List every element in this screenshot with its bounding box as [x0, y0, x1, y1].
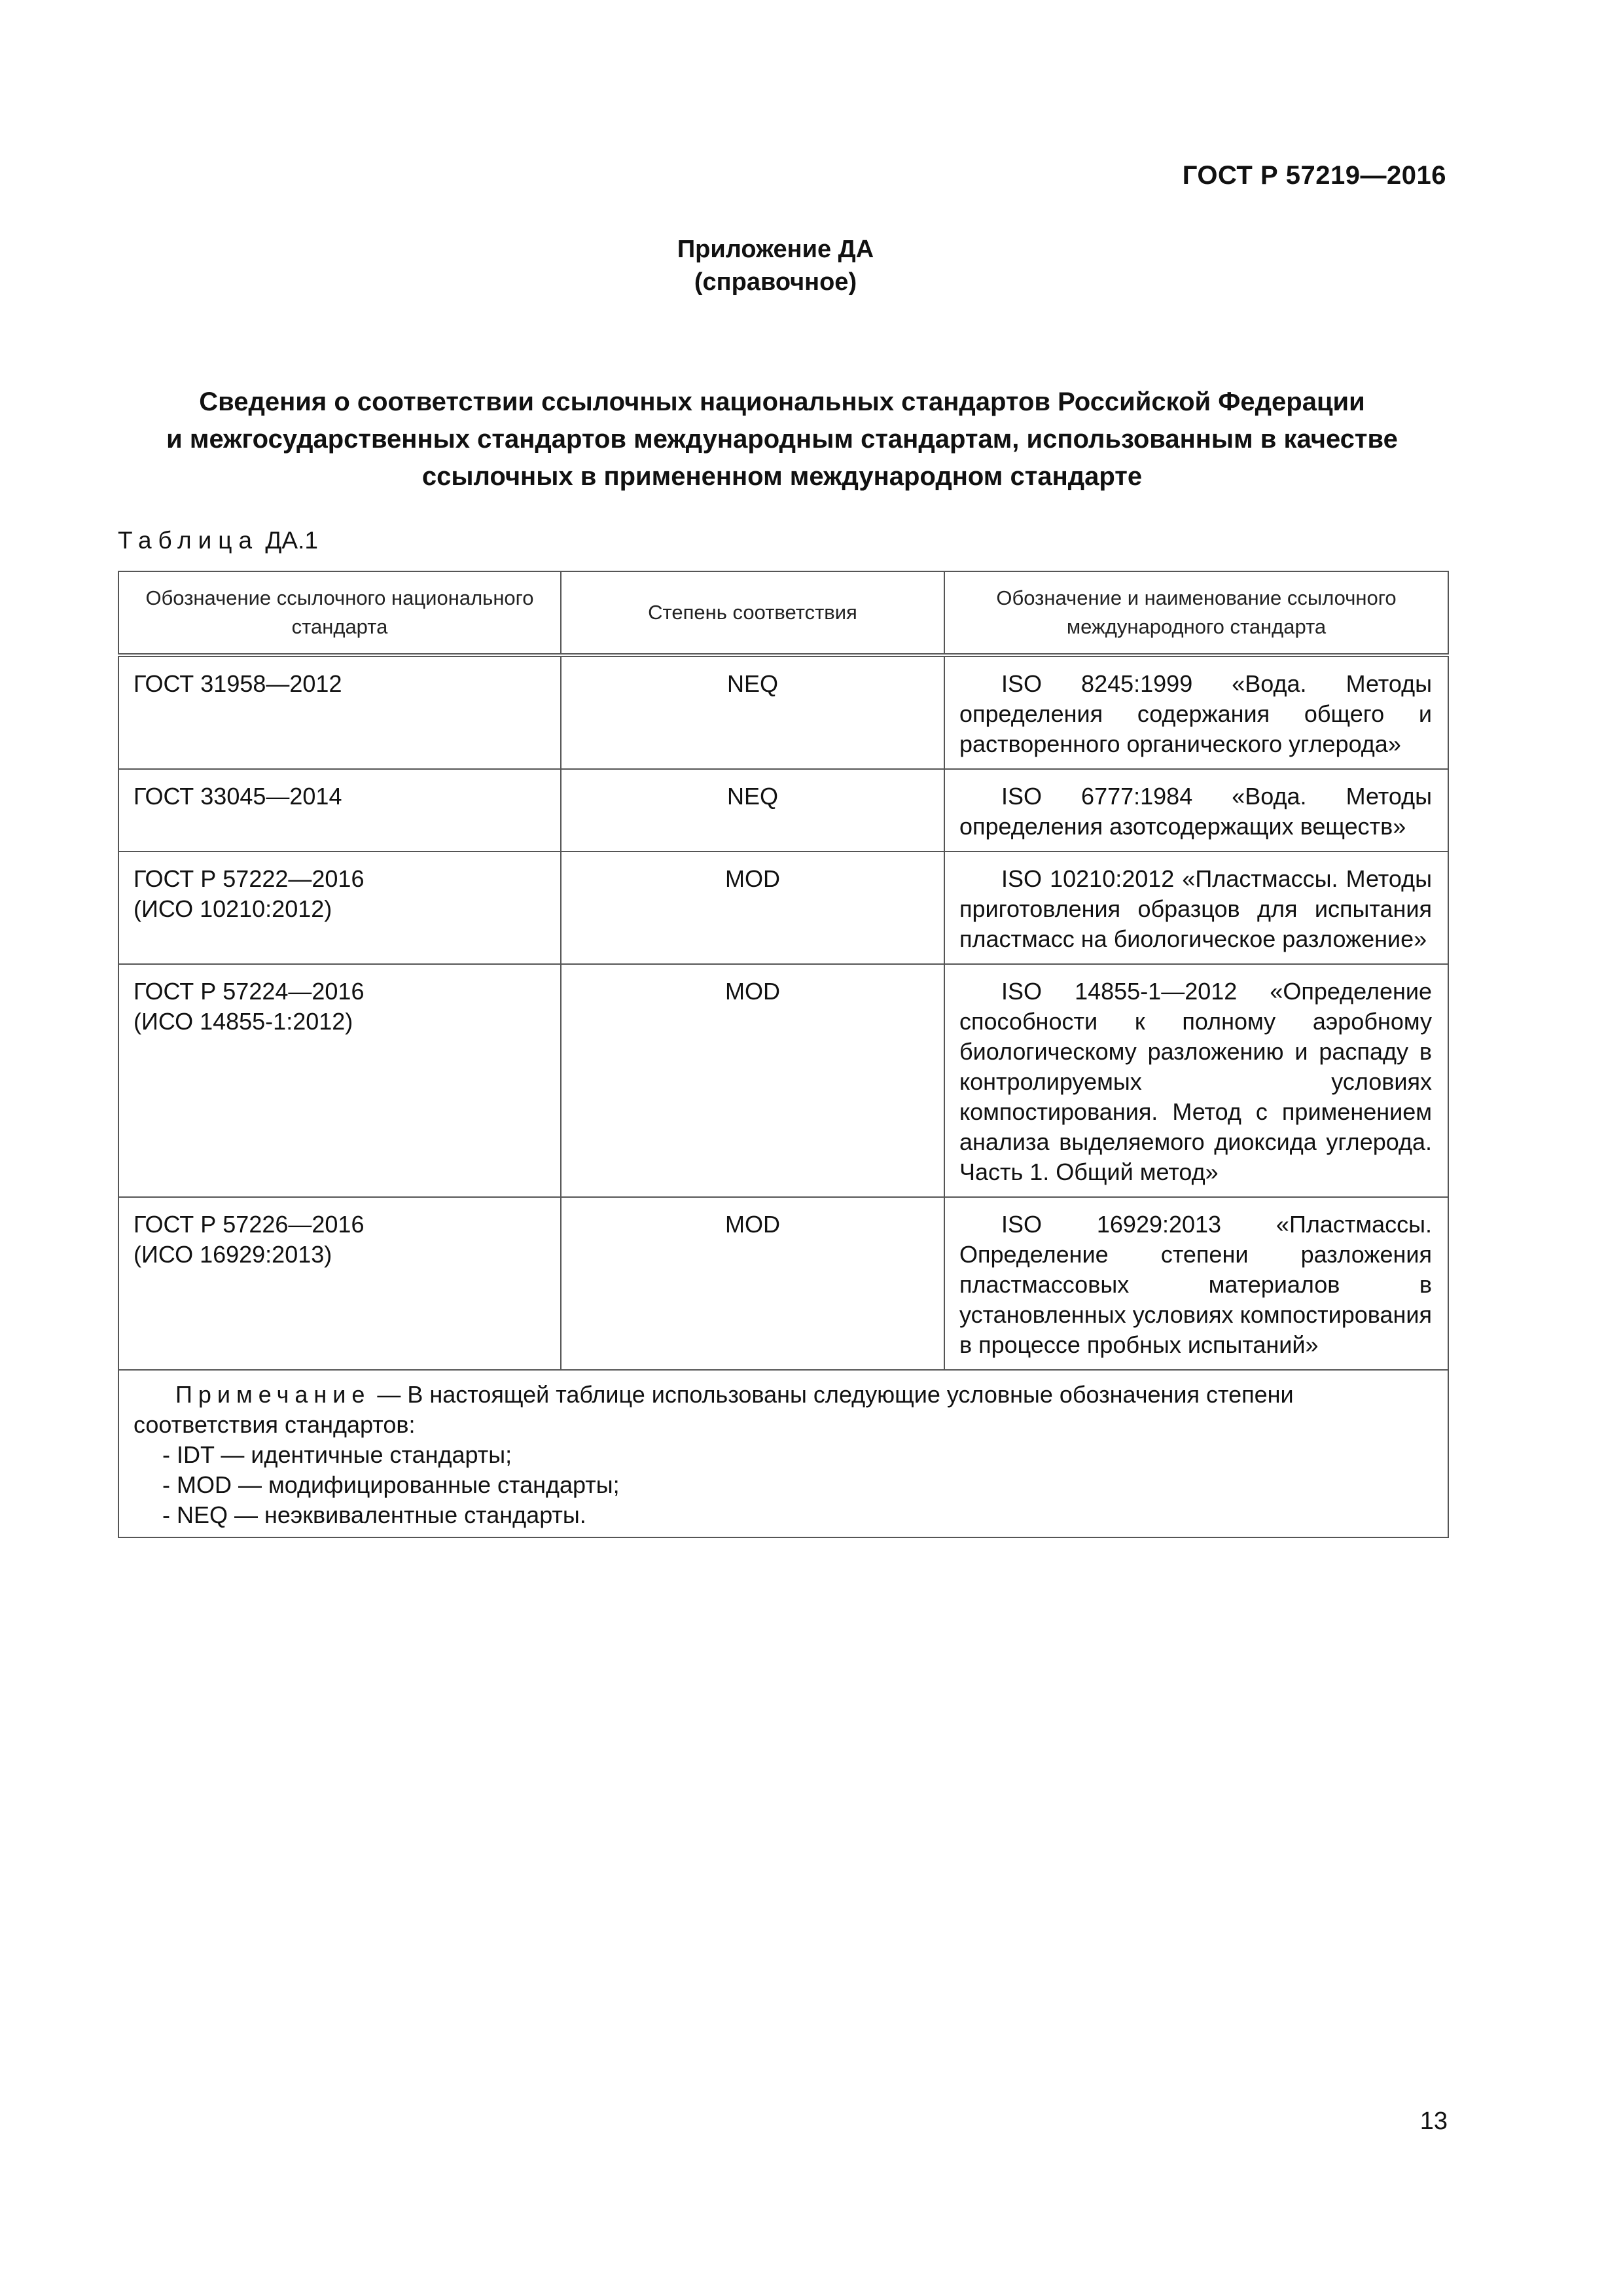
appendix-heading: [0, 233, 1551, 298]
note-item-idt: - IDT — идентичные стандарты;: [162, 1441, 512, 1468]
column-header-international: Обозначение и наименование ссылочного международного стандарта: [944, 571, 1448, 655]
page-number: 13: [1419, 2108, 1448, 2135]
table-row: [118, 852, 1448, 964]
title-line: Сведения о соответствии ссылочных национальных стандартов Российской Федерации: [199, 387, 1365, 416]
table-header-row: [118, 571, 1448, 655]
international-standard-cell: ISO 8245:1999 «Вода. Методы определения содержания общего и растворенного органического углерода»: [944, 655, 1448, 769]
document-designation: ГОСТ Р 57219—2016: [1182, 161, 1446, 190]
degree-cell: MOD: [561, 1197, 944, 1370]
correspondence-table: [118, 571, 1449, 1538]
appendix-title: Приложение ДА: [677, 236, 874, 263]
degree-cell: NEQ: [561, 769, 944, 852]
note-intro: — В настоящей таблице использованы следующие условные обозначения степени соответствия стандартов:: [134, 1381, 1294, 1438]
national-standard-cell: ГОСТ 31958—2012: [118, 655, 561, 769]
title-line: ссылочных в примененном международном стандарте: [421, 462, 1143, 491]
degree-cell: NEQ: [561, 655, 944, 769]
national-standard-cell: ГОСТ Р 57226—2016 (ИСО 16929:2013): [118, 1197, 561, 1370]
degree-cell: MOD: [561, 964, 944, 1197]
table-row: [118, 964, 1448, 1197]
international-standard-cell: ISO 16929:2013 «Пластмассы. Определение степени разложения пластмассовых материалов в установленных условиях компостирования в процессе пробных испытаний»: [944, 1197, 1448, 1370]
note-label: Примечание: [175, 1381, 371, 1408]
table-row: [118, 655, 1448, 769]
table-row: [118, 769, 1448, 852]
column-header-national: Обозначение ссылочного национального стандарта: [118, 571, 561, 655]
table-note-row: [118, 1370, 1448, 1537]
table-row: [118, 1197, 1448, 1370]
table-note: [118, 1370, 1448, 1537]
table-caption-word: Таблица: [118, 527, 259, 554]
national-standard-cell: ГОСТ Р 57224—2016 (ИСО 14855-1:2012): [118, 964, 561, 1197]
column-header-degree: Степень соответствия: [561, 571, 944, 655]
international-standard-cell: ISO 14855-1—2012 «Определение способности к полному аэробному биологическому разложению и распаду в контролируемых условиях компостирования. Метод с применением анализа выделяемого диоксида углерода. Часть 1. Общий метод»: [944, 964, 1448, 1197]
title-line: и межгосударственных стандартов международным стандартам, использованным в качестве: [166, 425, 1398, 454]
national-standard-cell: ГОСТ Р 57222—2016 (ИСО 10210:2012): [118, 852, 561, 964]
international-standard-cell: ISO 10210:2012 «Пластмассы. Методы приготовления образцов для испытания пластмасс на биологическое разложение»: [944, 852, 1448, 964]
international-standard-cell: ISO 6777:1984 «Вода. Методы определения азотсодержащих веществ»: [944, 769, 1448, 852]
note-item-neq: - NEQ — неэквивалентные стандарты.: [162, 1501, 586, 1528]
section-title: [118, 384, 1446, 495]
appendix-subtitle: (справочное): [694, 268, 857, 296]
note-item-mod: - MOD — модифицированные стандарты;: [162, 1471, 620, 1498]
degree-cell: MOD: [561, 852, 944, 964]
table-caption-number: ДА.1: [265, 527, 318, 554]
table-caption: [118, 527, 318, 554]
national-standard-cell: ГОСТ 33045—2014: [118, 769, 561, 852]
